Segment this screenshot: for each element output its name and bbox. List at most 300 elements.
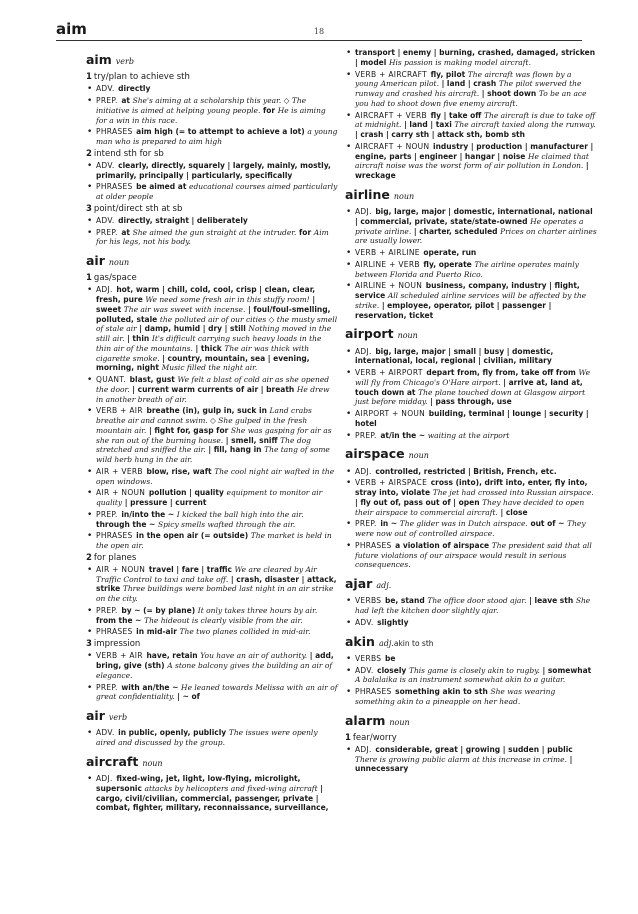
collocation-item [345, 654, 597, 664]
collocation-item [86, 565, 338, 604]
collocation-text: in public, openly, publicly [115, 728, 229, 738]
example-text: All scheduled airline services will be affected by the strike. [355, 291, 587, 310]
headword: airline [345, 186, 390, 202]
collocation-text: | pass through, use [427, 397, 512, 407]
collocation-text: | foul/foul-smelling, polluted, stale [96, 304, 331, 324]
example-text: waiting at the airport [427, 430, 510, 440]
headword-line [345, 446, 597, 462]
collocation-text: | smell, sniff [223, 435, 281, 445]
example-text: This game is closely akin to rugby. [408, 665, 540, 675]
collocation-text: considerable, great | growing | sudden | public [372, 744, 573, 754]
collocation-text: | somewhat [539, 665, 592, 675]
collocation-item [345, 478, 597, 517]
collocation-text: aim high [133, 127, 176, 137]
collocation-item [345, 687, 597, 707]
example-text: A balalaika is an instrument somewhat akin to a guitar. [355, 675, 566, 685]
collocation-text: big, large, major | domestic, international, national | commercial, private, state/state-owned [355, 207, 593, 226]
collocation-item [86, 285, 338, 373]
sense-heading [86, 72, 338, 83]
example-text: She aimed the gun straight at the intruder. [132, 227, 297, 237]
collocation-item [345, 207, 597, 246]
sense-heading [86, 273, 338, 284]
collocation-text: | shoot down [479, 89, 539, 98]
collocation-text: big, large, major | small | busy | domestic, international, local, regional | civilian, military [355, 346, 554, 366]
example-text: It's difficult carrying such heavy loads in the thin air of the mountains. [96, 334, 322, 353]
example-text: The tang of some wild herb hung in the air. [96, 445, 330, 465]
grammar-label: AIR + NOUN [96, 564, 146, 574]
collocation-text: | pressure | current [122, 498, 207, 508]
collocation-text: through the ~ [96, 519, 158, 529]
collocation-text: | add, bring, give (sth) [96, 651, 334, 671]
collocation-item [86, 531, 338, 551]
headword: airspace [345, 446, 405, 462]
grammar-label: ADJ. [355, 346, 372, 356]
collocation-item [86, 228, 338, 248]
grammar-label: PREP. [355, 430, 377, 440]
grammar-label: AIRLINE + VERB [355, 259, 420, 269]
collocation-item [86, 375, 338, 404]
example-text: We felt a blast of cold air as she opened the door. [96, 375, 330, 394]
collocation-item [345, 248, 597, 258]
collocation-text: be, stand [382, 596, 428, 606]
dictionary-entry [345, 48, 597, 181]
collocation-item [345, 281, 597, 320]
part-of-speech: noun [108, 258, 130, 268]
headword: airport [345, 326, 394, 342]
headword: air [86, 708, 105, 724]
collocation-text: operate, run [420, 248, 477, 257]
example-text: The plane touched down at Glasgow airport just before midday. [355, 387, 586, 407]
collocation-text: in mid-air [133, 627, 180, 637]
sense-block [345, 467, 597, 571]
example-text: He claimed that aircraft noise was the worst form of air pollution in London. [355, 151, 589, 171]
grammar-label: VERB + AIRPORT [355, 368, 423, 377]
grammar-label: ADJ. [96, 285, 113, 295]
example-text: The hideout is clearly visible from the air. [144, 615, 303, 625]
collocation-text: slightly [374, 617, 409, 627]
collocation-text: closely [374, 665, 409, 675]
collocation-text: | current warm currents of air | breath [129, 384, 297, 394]
collocation-text: pollution | quality [146, 488, 227, 498]
example-text: Prices on charter airlines are usually lower. [355, 226, 597, 246]
collocation-item [345, 467, 597, 477]
dictionary-entry [86, 253, 338, 702]
collocation-text: in ~ [377, 519, 400, 529]
example-text: The air was sweet with incense. [123, 304, 246, 314]
collocation-text: at/in the ~ [377, 430, 428, 440]
grammar-label: PREP. [96, 605, 118, 615]
sense-label: gas/space [93, 273, 137, 284]
example-text: The airline operates mainly between Florida and Puerto Rico. [355, 259, 579, 279]
collocation-text: breathe (in), gulp in, suck in [143, 406, 270, 416]
collocation-text: something akin to sth [392, 687, 491, 696]
collocation-item [86, 182, 338, 202]
example-text: They were now out of controlled airspace. [355, 519, 586, 538]
headword: air [86, 253, 105, 269]
grammar-label: ADJ. [355, 207, 372, 216]
example-text: We are cleared by Air Traffic Control to taxi and take off. [96, 564, 317, 584]
grammar-label: PHRASES [355, 540, 392, 550]
collocation-item [86, 627, 338, 637]
left-column [86, 46, 338, 818]
grammar-label: PREP. [96, 227, 118, 237]
example-text: There is growing public alarm at this increase in crime. [355, 754, 567, 764]
collocation-text: be aimed at [133, 182, 190, 192]
collocation-text: | fight for, gasp for [146, 425, 231, 435]
example-text: She was gasping for air as she ran out of the burning house. [96, 425, 332, 445]
collocation-text: | crash | carry sth | attack sth, bomb sth [355, 130, 525, 139]
grammar-label: PREP. [96, 509, 118, 519]
example-text: We will fly from Chicago's O'Hare airport. [355, 368, 591, 387]
part-of-speech: noun [389, 717, 410, 727]
example-text: The aircraft taxied along the runway. [454, 120, 596, 130]
example-text: It only takes three hours by air. [197, 605, 318, 615]
collocation-item [86, 406, 338, 465]
collocation-text: in/into the ~ [118, 509, 177, 519]
example-text: I kicked the ball high into the air. [176, 509, 304, 519]
example-text: A stone balcony gives the building an air of elegance. [96, 661, 333, 680]
collocation-text: controlled, restricted | British, French, etc. [372, 466, 557, 476]
collocation-text: out of ~ [527, 519, 568, 529]
headword: ajar [345, 576, 373, 591]
sense-block [86, 774, 338, 813]
collocation-text: at [118, 227, 133, 237]
collocation-text: blow, rise, waft [143, 466, 215, 476]
part-of-speech: adj. [378, 638, 394, 648]
part-of-speech: noun [393, 191, 415, 201]
grammar-label: AIRLINE + NOUN [355, 281, 423, 291]
example-text: Aim for his legs, not his body. [96, 227, 329, 247]
collocation-item [345, 48, 597, 68]
collocation-text: blast, gust [127, 375, 178, 385]
headword-line [86, 754, 338, 770]
part-of-speech: verb [115, 57, 134, 66]
sense-block [86, 72, 338, 147]
collocation-text: directly [115, 84, 151, 94]
collocation-text: | country, mountain, sea | evening, morning, night [96, 353, 310, 373]
collocation-text: fly, pilot [428, 69, 468, 79]
sense-number: 3 [86, 203, 92, 214]
collocation-text: | cargo, civil/civilian, commercial, passenger, private | combat, fighter, military, reconnaissance, surveillance, [96, 783, 329, 813]
sense-number: 2 [86, 552, 92, 563]
example-text: They have decided to open their airspace to commercial aircraft. [355, 497, 585, 517]
collocation-text: fixed-wing, jet, light, low-flying, microlight, supersonic [96, 774, 301, 793]
collocation-item [345, 596, 597, 616]
sense-block [345, 733, 597, 774]
collocation-text: | ~ of [174, 692, 200, 702]
collocation-item [345, 666, 597, 686]
example-text: The market is held in the open air. [96, 531, 332, 551]
sense-heading [86, 553, 338, 564]
collocation-text: at [118, 96, 133, 106]
collocation-item [86, 216, 338, 226]
collocation-item [86, 467, 338, 487]
headword: alarm [345, 712, 386, 728]
collocation-item [86, 774, 338, 813]
collocation-text: | fly out of, pass out of | open [355, 497, 483, 507]
sense-label: fear/worry [352, 732, 397, 743]
dictionary-entry [345, 326, 597, 440]
sense-block [345, 207, 597, 320]
collocation-text: | damp, humid | dry | still [136, 324, 249, 334]
collocation-item [345, 431, 597, 441]
example-text: The aircraft was flown by a young American pilot. [355, 69, 572, 89]
collocation-item [345, 368, 597, 407]
collocation-item [345, 70, 597, 109]
grammar-label: VERB + AIR [96, 406, 143, 416]
collocation-item [345, 142, 597, 181]
sense-heading [345, 733, 597, 744]
grammar-label: QUANT. [96, 375, 127, 385]
collocation-text: | unnecessary [355, 754, 573, 774]
collocation-text: with an/the ~ [118, 682, 182, 692]
part-of-speech: noun [397, 331, 418, 341]
example-text: His passion is making model aircraft. [388, 57, 531, 67]
headword-line [86, 708, 338, 724]
collocation-text: depart from, fly from, take off from [423, 368, 579, 377]
example-text: Spicy smells wafted through the air. [157, 519, 296, 529]
collocation-text: industry | production | manufacturer | engine, parts | engineer | hangar | noise [355, 141, 594, 161]
example-text: Music filled the night air. [161, 363, 258, 373]
example-text: The aircraft is due to take off at midnight. [355, 110, 596, 130]
grammar-label: ADV. [96, 215, 115, 225]
collocation-item [345, 519, 597, 539]
running-header [56, 14, 582, 41]
grammar-label: AIRCRAFT + NOUN [355, 141, 430, 151]
collocation-text: directly, straight | deliberately [115, 215, 248, 225]
sense-block [86, 728, 338, 748]
headword-line [345, 713, 597, 729]
collocation-text: | thin [124, 334, 152, 344]
sense-block [345, 596, 597, 627]
grammar-label: ADJ. [355, 744, 372, 754]
collocation-text: in the open air [133, 531, 201, 541]
example-text: The air was thick with cigarette smoke. [96, 343, 310, 363]
grammar-label: VERB + AIRCRAFT [355, 69, 427, 79]
example-text: You have an air of authority. [200, 651, 308, 661]
example-text: Three buildings were bombed last night in an air strike on the city. [96, 584, 334, 604]
dictionary-entry [345, 187, 597, 321]
collocation-text: | crash, disaster | attack, strike [96, 574, 337, 594]
headword-line [345, 634, 597, 650]
sense-number: 2 [86, 148, 92, 159]
grammar-label: VERBS [355, 653, 382, 663]
collocation-text: building, terminal | lounge | security | hotel [355, 409, 589, 428]
sense-block [345, 654, 597, 707]
example-text: He is aiming for a win in this race. [96, 105, 326, 125]
collocation-text: cross (into), drift into, enter, fly into, stray into, violate [355, 478, 588, 497]
sub-entry: akin to sth [393, 638, 434, 648]
collocation-text: | charter, scheduled [411, 226, 501, 236]
collocation-text: from the ~ [96, 615, 145, 625]
sense-heading [86, 149, 338, 160]
example-text: The cool night air wafted in the open windows. [96, 466, 335, 486]
part-of-speech: noun [408, 451, 429, 461]
sense-block [345, 347, 597, 441]
grammar-label: ADJ. [355, 466, 372, 476]
sense-label: try/plan to achieve sth [93, 72, 190, 83]
grammar-label: PHRASES [96, 531, 133, 541]
example-text: The president said that all future violations of our airspace would result in serious consequences. [355, 540, 592, 570]
grammar-label: PREP. [355, 519, 377, 529]
grammar-label: ADV. [355, 665, 374, 675]
example-text: a young man who is prepared to aim high [96, 127, 338, 147]
collocation-text: fly | take off [428, 110, 484, 120]
sense-block [86, 639, 338, 702]
collocation-item [345, 260, 597, 280]
collocation-text: | arrive at, land at, touch down at [355, 377, 583, 397]
collocation-item [86, 84, 338, 94]
example-text: attacks by helicopters and fixed-wing aircraft [144, 783, 318, 793]
sense-block [86, 204, 338, 247]
collocation-text: transport | enemy | burning, crashed, damaged, stricken | model [355, 48, 596, 67]
collocation-text: | fill, hang in [205, 445, 265, 455]
dictionary-entry [345, 713, 597, 775]
headword-line [345, 326, 597, 342]
headword: aim [86, 52, 112, 67]
example-text: The issues were openly aired and discussed by the group. [96, 728, 318, 748]
grammar-label: ADV. [355, 617, 374, 627]
grammar-label: VERBS [355, 596, 382, 606]
collocation-text: | land | crash [438, 79, 499, 89]
collocation-text: for [296, 227, 314, 237]
part-of-speech: noun [142, 758, 163, 768]
sense-number: 3 [86, 639, 92, 650]
example-text: She had left the kitchen door slightly ajar. [355, 596, 591, 615]
collocation-text: hot, warm | chill, cold, cool, crisp | clean, clear, fresh, pure [96, 285, 316, 305]
collocation-text: | wreckage [355, 161, 589, 180]
grammar-label: ADJ. [96, 774, 113, 784]
right-column [345, 46, 597, 779]
collocation-text: business, company, industry | flight, service [355, 281, 580, 300]
dictionary-entry [86, 754, 338, 813]
collocation-item [86, 127, 338, 147]
sense-number: 1 [345, 732, 351, 743]
collocation-item [86, 651, 338, 680]
collocation-text: | land | taxi [401, 120, 455, 130]
example-text: She's aiming at a scholarship this year. ◇ The initiative is aimed at helping young people. [96, 96, 307, 115]
example-text: He drew in another breath of air. [96, 384, 330, 404]
example-text: We need some fresh air in this stuffy room! [145, 295, 310, 305]
example-text: The dog stretched and sniffed the air. [96, 435, 311, 455]
headword-line [345, 576, 597, 592]
dictionary-entry [86, 52, 338, 247]
collocation-item [345, 745, 597, 774]
grammar-label: VERB + AIR [96, 651, 143, 661]
grammar-label: PREP. [96, 96, 118, 106]
example-text: equipment to monitor air quality [96, 488, 323, 508]
collocation-item [345, 111, 597, 140]
grammar-label: AIR + NOUN [96, 488, 146, 498]
grammar-label: VERB + AIRSPACE [355, 478, 428, 488]
collocation-item [86, 510, 338, 530]
sense-block [86, 273, 338, 551]
example-text: She was wearing something akin to a pineapple on her head. [355, 687, 556, 706]
sense-heading [86, 639, 338, 650]
dictionary-entry [345, 634, 597, 707]
sense-label: impression [93, 639, 141, 650]
headword-line [345, 187, 597, 203]
sense-block [86, 149, 338, 202]
grammar-label: VERB + AIRLINE [355, 248, 420, 257]
running-headword: aim [56, 20, 87, 38]
example-text: He operates a private airline. [355, 216, 584, 236]
part-of-speech: adj. [376, 581, 392, 590]
collocation-text: a violation of airspace [392, 540, 492, 550]
collocation-item [86, 488, 338, 508]
page-number: 18 [313, 27, 325, 36]
sense-block [345, 48, 597, 181]
collocation-item [86, 683, 338, 703]
grammar-label: PHRASES [96, 627, 133, 637]
collocation-text: | thick [192, 343, 225, 353]
collocation-item [345, 541, 597, 570]
part-of-speech: verb [108, 713, 128, 723]
grammar-label: PREP. [96, 682, 118, 692]
grammar-label: AIRPORT + NOUN [355, 409, 426, 418]
collocation-text: | sweet [96, 295, 316, 314]
collocation-item [345, 409, 597, 429]
sense-block [86, 553, 338, 637]
collocation-item [86, 728, 338, 748]
example-text: The glider was in Dutch airspace. [399, 519, 528, 529]
example-text: Nothing moved in the still air. [96, 324, 332, 344]
collocation-item [86, 96, 338, 125]
example-text: To be an ace you had to shoot down five enemy aircraft. [355, 89, 587, 108]
collocation-text: for [260, 105, 278, 115]
dictionary-entry [86, 708, 338, 748]
sense-number: 1 [86, 273, 92, 284]
grammar-label: ADV. [96, 160, 115, 170]
headword-line [86, 52, 338, 68]
dictionary-entry [345, 576, 597, 628]
grammar-label: AIRCRAFT + VERB [355, 110, 427, 120]
collocation-text: travel | fare | traffic [146, 564, 235, 574]
collocation-text: have, retain [143, 651, 201, 661]
sense-label: point/direct sth at sb [93, 203, 183, 214]
example-text: Land crabs breathe air and cannot swim. ◇ She gulped in the fresh mountain air. [96, 406, 312, 435]
example-text: He leaned towards Melissa with an air of great confidentiality. [96, 682, 338, 702]
grammar-label: PHRASES [355, 687, 392, 696]
collocation-text: | close [497, 507, 528, 517]
headword-line [86, 253, 338, 269]
gloss-text: (= outside) [200, 531, 251, 541]
example-text: The jet had crossed into Russian airspace. [432, 488, 594, 497]
gloss-text: (= to attempt to achieve a lot) [175, 127, 308, 137]
grammar-label: PHRASES [96, 127, 133, 137]
sense-label: intend sth for sb [93, 148, 164, 159]
gloss-text: (= by plane) [143, 605, 198, 615]
collocation-item [345, 347, 597, 367]
collocation-item [86, 606, 338, 626]
grammar-label: PHRASES [96, 182, 133, 192]
dictionary-entry [345, 446, 597, 570]
grammar-label: ADV. [96, 728, 115, 738]
collocation-text: clearly, directly, squarely | largely, mainly, mostly, primarily, principally | particularly, specifically [96, 160, 331, 180]
grammar-label: ADV. [96, 84, 115, 94]
collocation-item [345, 618, 597, 628]
grammar-label: AIR + VERB [96, 466, 143, 476]
collocation-text: be [382, 653, 396, 663]
sense-heading [86, 204, 338, 215]
collocation-text: | leave sth [526, 596, 576, 606]
collocation-text: fly, operate [420, 259, 475, 269]
example-text: the polluted air of our cities ◇ the musty smell of stale air [96, 314, 338, 334]
sense-label: for planes [93, 552, 137, 563]
headword: akin [345, 633, 375, 649]
example-text: educational courses aimed particularly at older people [96, 182, 338, 202]
example-text: The two planes collided in mid-air. [179, 627, 311, 637]
